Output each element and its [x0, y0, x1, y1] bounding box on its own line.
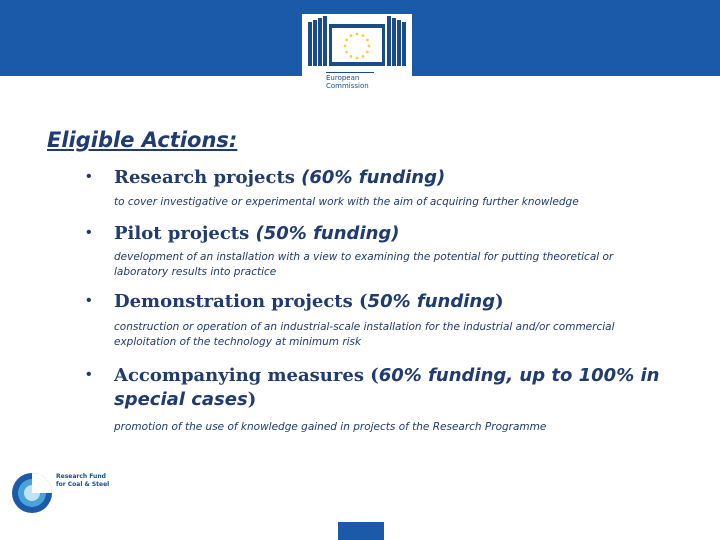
- item-description: to cover investigative or experimental work with the aim of acquiring further knowledge: [114, 196, 579, 208]
- bullet-icon: •: [86, 292, 92, 309]
- european-commission-logo: [302, 14, 412, 100]
- coal-steel-emblem-icon: [12, 468, 56, 518]
- logo-text: European Commission: [326, 74, 369, 90]
- commission-building-icon: [302, 14, 412, 74]
- bottom-flag-block: [338, 522, 384, 540]
- item-description: promotion of the use of knowledge gained in projects of the Research Programme: [114, 421, 547, 433]
- rfcs-logo-text: Research Fund for Coal & Steel: [56, 473, 110, 488]
- item-description: development of an installation with a view to examining the potential for putting theoretical or laboratory results into practice: [114, 251, 614, 278]
- item-heading: Pilot projects (50% funding): [114, 223, 400, 244]
- item-heading: Research projects (60% funding): [114, 167, 446, 188]
- bullet-icon: •: [86, 366, 92, 383]
- logo-divider: [326, 72, 374, 73]
- item-heading: Accompanying measures (60% funding, up to 100% in special cases): [114, 365, 660, 410]
- research-fund-logo: [12, 468, 112, 518]
- item-heading: Demonstration projects (50% funding): [114, 291, 504, 312]
- bullet-icon: •: [86, 168, 92, 185]
- bullet-icon: •: [86, 224, 92, 241]
- page-title: Eligible Actions:: [47, 128, 238, 152]
- item-description: construction or operation of an industrial-scale installation for the industrial and/or commercial exploitation of the technology at minimum risk: [114, 321, 615, 348]
